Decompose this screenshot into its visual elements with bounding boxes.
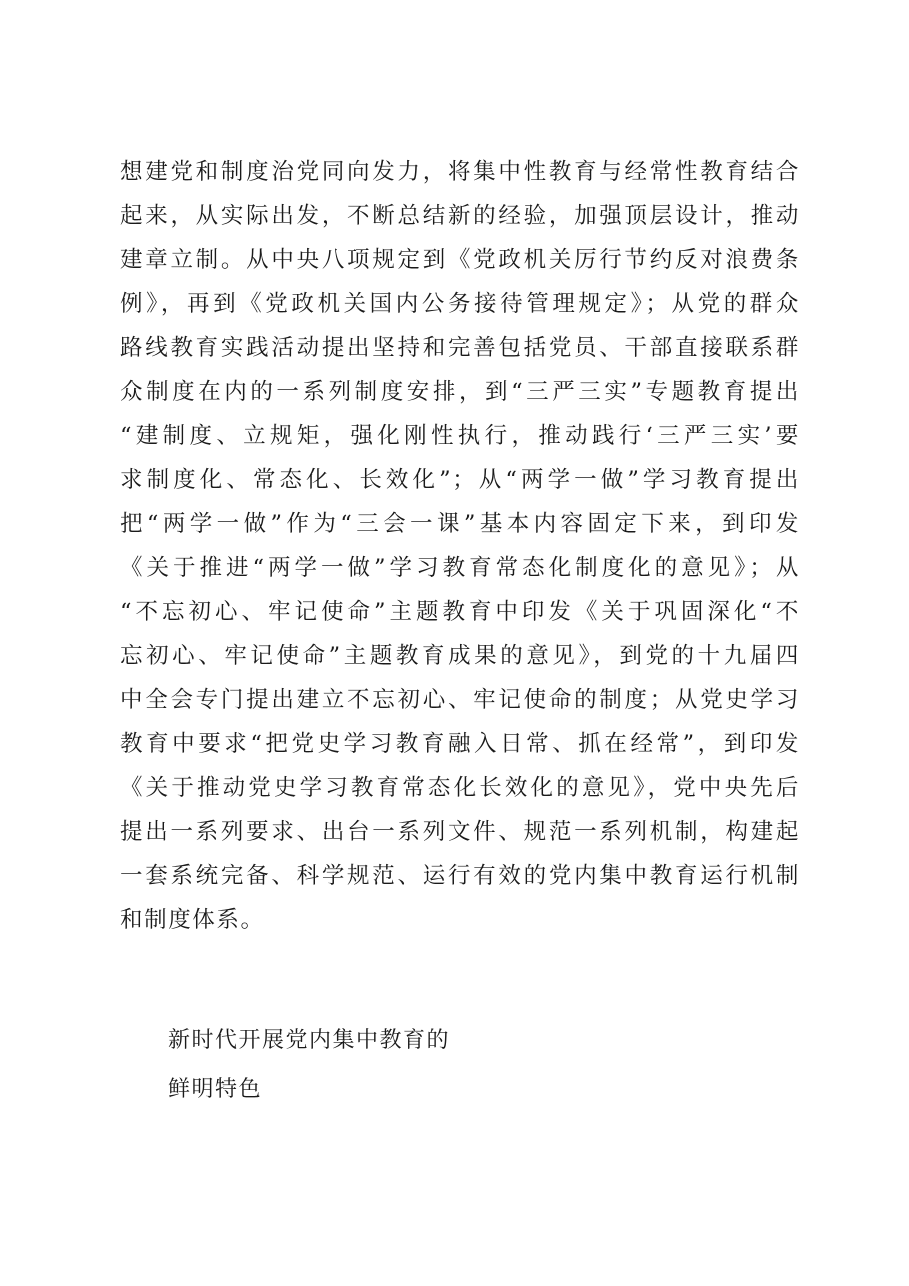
paragraph-line: 例》，再到《党政机关国内公务接待管理规定》；从党的群众 xyxy=(120,291,800,317)
section-heading-line-1: 新时代开展党内集中教育的 xyxy=(168,1028,451,1053)
paragraph-line-last: 和制度体系。 xyxy=(120,907,265,933)
paragraph-line: 众制度在内的一系列制度安排，到“三严三实”专题教育提出 xyxy=(120,379,800,405)
paragraph-line: 忘初心、牢记使命”主题教育成果的意见》，到党的十九届四 xyxy=(120,643,800,669)
section-heading-line-2: 鲜明特色 xyxy=(168,1077,263,1102)
paragraph-line: 《关于推进“两学一做”学习教育常态化制度化的意见》；从 xyxy=(120,555,800,581)
paragraph-line: 提出一系列要求、出台一系列文件、规范一系列机制，构建起 xyxy=(120,819,800,845)
paragraph-line: “建制度、立规矩，强化刚性执行，推动践行‘三严三实’要 xyxy=(120,423,800,449)
paragraph-line: 起来，从实际出发，不断总结新的经验，加强顶层设计，推动 xyxy=(120,203,800,229)
paragraph-line: 路线教育实践活动提出坚持和完善包括党员、干部直接联系群 xyxy=(120,335,800,361)
paragraph-line: 《关于推动党史学习教育常态化长效化的意见》，党中央先后 xyxy=(120,775,800,801)
paragraph-line: 把“两学一做”作为“三会一课”基本内容固定下来，到印发 xyxy=(120,511,800,537)
paragraph-line: 中全会专门提出建立不忘初心、牢记使命的制度；从党史学习 xyxy=(120,687,800,713)
paragraph-line: 求制度化、常态化、长效化”；从“两学一做”学习教育提出 xyxy=(120,467,800,493)
paragraph-line: 一套系统完备、科学规范、运行有效的党内集中教育运行机制 xyxy=(120,863,800,889)
paragraph-line: “不忘初心、牢记使命”主题教育中印发《关于巩固深化“不 xyxy=(120,599,800,625)
paragraph-line: 想建党和制度治党同向发力，将集中性教育与经常性教育结合 xyxy=(120,159,800,185)
paragraph-line: 建章立制。从中央八项规定到《党政机关厉行节约反对浪费条 xyxy=(120,247,800,273)
body-paragraph xyxy=(120,150,800,942)
paragraph-line: 教育中要求“把党史学习教育融入日常、抓在经常”，到印发 xyxy=(120,731,800,757)
